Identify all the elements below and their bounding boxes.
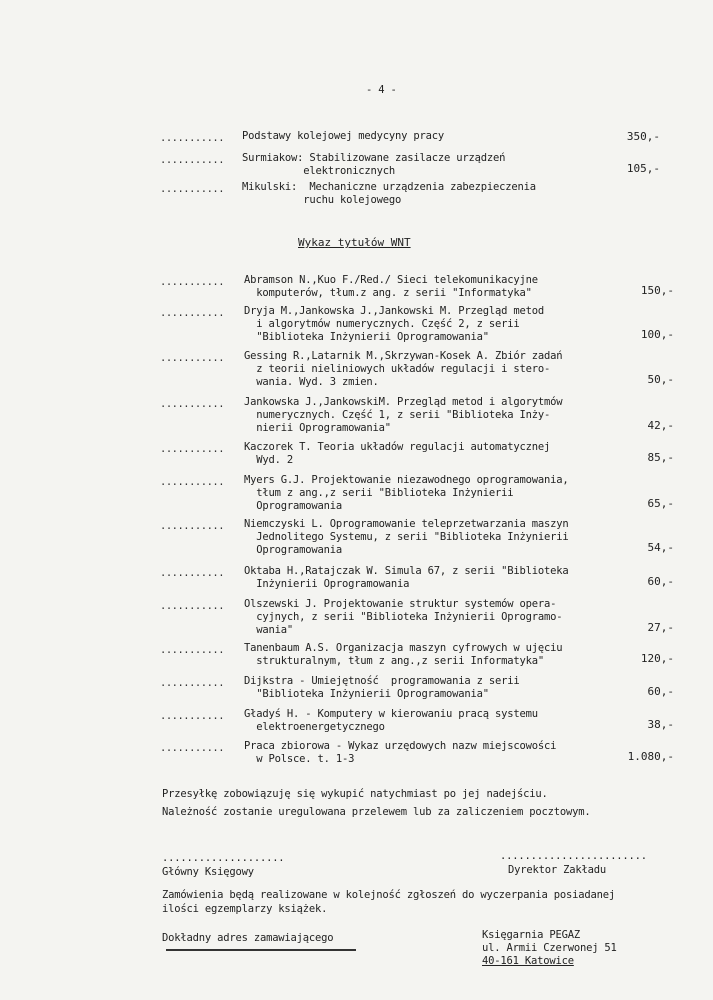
dot-leader: ...........: [160, 677, 225, 689]
entry-text-line: strukturalnym, tłum z ang.,z serii Informatyka": [244, 655, 544, 667]
dot-leader: ...........: [160, 644, 225, 656]
entry-price: 1.080,-: [627, 750, 674, 763]
signature-label-left: Główny Księgowy: [162, 866, 254, 878]
signature-label-right: Dyrektor Zakładu: [508, 864, 606, 876]
entry-text-line: nierii Oprogramowania": [244, 422, 391, 434]
entry-text-line: Praca zbiorowa - Wykaz urzędowych nazw miejscowości: [244, 740, 557, 752]
note-line-2: Należność zostanie uregulowana przelewem lub za zaliczeniem pocztowym.: [162, 806, 591, 818]
entry-price: 85,-: [647, 451, 674, 464]
entry-text-line: Mikulski: Mechaniczne urządzenia zabezpieczenia: [242, 181, 536, 193]
dot-leader: ...........: [160, 742, 225, 754]
entry-text-line: wania": [244, 624, 293, 636]
entry-text-line: Olszewski J. Projektowanie struktur systemów opera-: [244, 598, 557, 610]
dot-leader: ...........: [160, 132, 225, 144]
entry-text-line: Dijkstra - Umiejętność programowania z serii: [244, 675, 520, 687]
entry-price: 38,-: [647, 718, 674, 731]
dot-leader: ...........: [160, 276, 225, 288]
entry-price: 65,-: [647, 497, 674, 510]
dot-leader: ...........: [160, 443, 225, 455]
entry-text-line: Oprogramowania: [244, 500, 342, 512]
address-label: Dokładny adres zamawiającego: [162, 932, 334, 944]
entry-price: 105,-: [626, 162, 660, 175]
entry-text-line: Surmiakow: Stabilizowane zasilacze urządzeń: [242, 152, 506, 164]
entry-price: 100,-: [640, 328, 674, 341]
page-number: - 4 -: [366, 84, 397, 96]
entry-text-line: Niemczyski L. Oprogramowanie teleprzetwarzania maszyn: [244, 518, 569, 530]
entry-text-line: elektronicznych: [242, 165, 396, 177]
entry-text-line: Gessing R.,Latarnik M.,Skrzywan-Kosek A. Zbiór zadań: [244, 350, 563, 362]
entry-text-line: Myers G.J. Projektowanie niezawodnego oprogramowania,: [244, 474, 569, 486]
dot-leader: ...........: [160, 520, 225, 532]
entry-text-line: Jednolitego Systemu, z serii "Biblioteka Inżynierii: [244, 531, 569, 543]
dot-leader: ...........: [160, 183, 225, 195]
entry-text-line: cyjnych, z serii "Biblioteka Inżynierii Oprogramo-: [244, 611, 563, 623]
entry-price: 60,-: [647, 685, 674, 698]
entry-text-line: i algorytmów numerycznych. Część 2, z serii: [244, 318, 520, 330]
entry-text-line: Oprogramowania: [244, 544, 342, 556]
entry-price: 50,-: [647, 373, 674, 386]
address-label-underline: [166, 949, 356, 951]
signature-dots-right: ........................: [500, 850, 647, 862]
entry-text-line: w Polsce. t. 1-3: [244, 753, 355, 765]
entry-text-line: Gładyś H. - Komputery w kierowaniu pracą systemu: [244, 708, 538, 720]
entry-text-line: Oktaba H.,Ratajczak W. Simula 67, z serii "Biblioteka: [244, 565, 569, 577]
entry-price: 42,-: [647, 419, 674, 432]
entry-text-line: Abramson N.,Kuo F./Red./ Sieci telekomunikacyjne: [244, 274, 538, 286]
order-note-line-2: ilości egzemplarzy książek.: [162, 903, 328, 915]
address-line-1: Księgarnia PEGAZ: [482, 929, 580, 941]
dot-leader: ...........: [160, 398, 225, 410]
entry-text-line: Dryja M.,Jankowska J.,Jankowski M. Przegląd metod: [244, 305, 544, 317]
entry-text-line: Podstawy kolejowej medycyny pracy: [242, 130, 445, 142]
address-line-3: 40-161 Katowice: [482, 955, 574, 967]
entry-text-line: komputerów, tłum.z ang. z serii "Informatyka": [244, 287, 532, 299]
dot-leader: ...........: [160, 154, 225, 166]
note-line-1: Przesyłkę zobowiązuję się wykupić natychmiast po jej nadejściu.: [162, 788, 548, 800]
dot-leader: ...........: [160, 307, 225, 319]
entry-price: 150,-: [640, 284, 674, 297]
entry-price: 54,-: [647, 541, 674, 554]
entry-text-line: Tanenbaum A.S. Organizacja maszyn cyfrowych w ujęciu: [244, 642, 563, 654]
order-note-line-1: Zamówienia będą realizowane w kolejność zgłoszeń do wyczerpania posiadanej: [162, 889, 615, 901]
entry-text-line: "Biblioteka Inżynierii Oprogramowania": [244, 331, 489, 343]
entry-price: 350,-: [626, 130, 660, 143]
entry-text-line: Wyd. 2: [244, 454, 293, 466]
dot-leader: ...........: [160, 476, 225, 488]
section-title: Wykaz tytułów WNT: [298, 236, 411, 249]
entry-price: 60,-: [647, 575, 674, 588]
entry-text-line: z teorii nieliniowych układów regulacji i stero-: [244, 363, 551, 375]
dot-leader: ...........: [160, 567, 225, 579]
entry-text-line: elektroenergetycznego: [244, 721, 385, 733]
dot-leader: ...........: [160, 600, 225, 612]
entry-text-line: Inżynierii Oprogramowania: [244, 578, 410, 590]
entry-price: 27,-: [647, 621, 674, 634]
signature-dots-left: ....................: [162, 852, 285, 864]
entry-text-line: Kaczorek T. Teoria układów regulacji automatycznej: [244, 441, 551, 453]
dot-leader: ...........: [160, 710, 225, 722]
entry-text-line: ruchu kolejowego: [242, 194, 402, 206]
entry-price: 120,-: [640, 652, 674, 665]
dot-leader: ...........: [160, 352, 225, 364]
entry-text-line: wania. Wyd. 3 zmien.: [244, 376, 379, 388]
entry-text-line: tłum z ang.,z serii "Biblioteka Inżynierii: [244, 487, 514, 499]
address-line-2: ul. Armii Czerwonej 51: [482, 942, 617, 954]
entry-text-line: "Biblioteka Inżynierii Oprogramowania": [244, 688, 489, 700]
entry-text-line: numerycznych. Część 1, z serii "Biblioteka Inży-: [244, 409, 551, 421]
entry-text-line: Jankowska J.,JankowskiM. Przegląd metod i algorytmów: [244, 396, 563, 408]
